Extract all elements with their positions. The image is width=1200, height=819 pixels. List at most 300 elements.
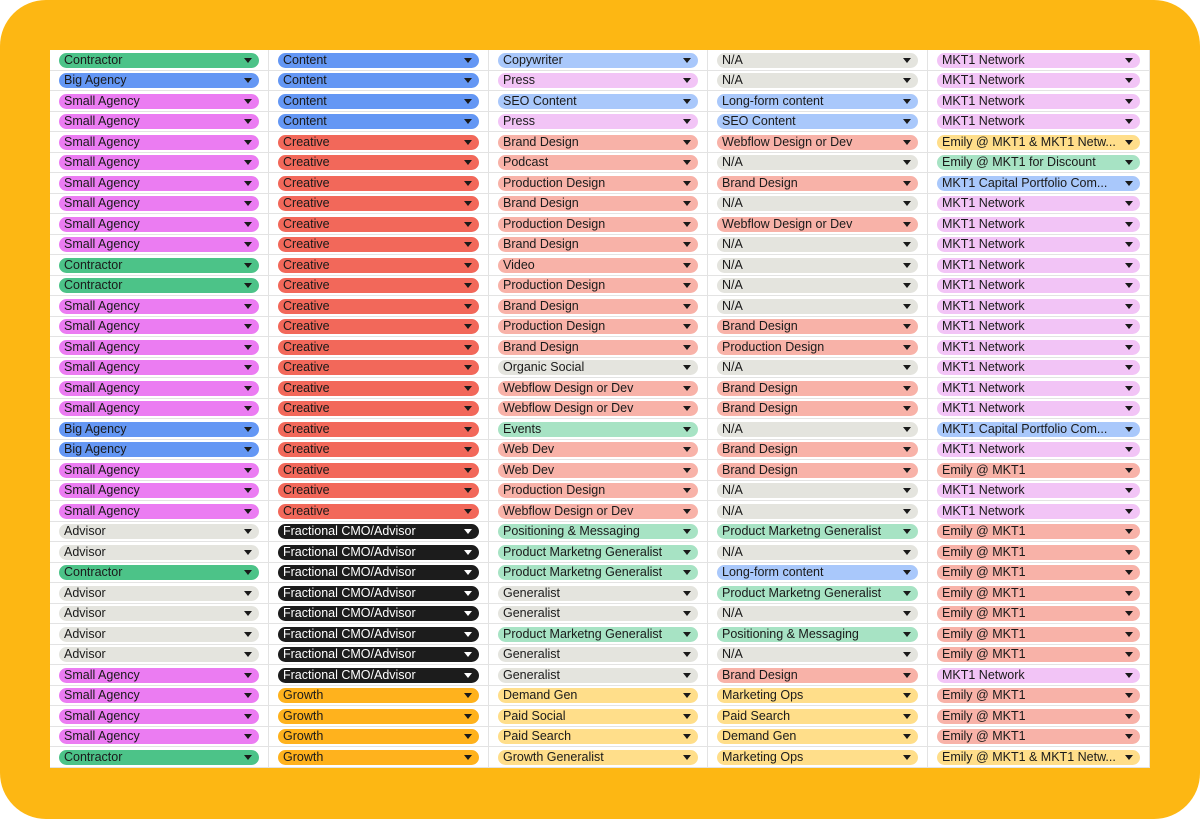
dropdown-caret-icon[interactable] — [244, 755, 252, 760]
dropdown-caret-icon[interactable] — [464, 693, 472, 698]
secondary-skill-select-tag[interactable] — [717, 196, 918, 211]
cell-category[interactable] — [269, 419, 489, 440]
category-select-tag[interactable] — [278, 381, 479, 396]
dropdown-caret-icon[interactable] — [903, 263, 911, 268]
cell-primary-skill[interactable] — [489, 686, 708, 707]
dropdown-caret-icon[interactable] — [903, 304, 911, 309]
source-select-tag[interactable] — [937, 196, 1140, 211]
source-select-tag[interactable] — [937, 627, 1140, 642]
secondary-skill-select-tag[interactable] — [717, 422, 918, 437]
primary-skill-select-tag[interactable] — [498, 53, 698, 68]
primary-skill-select-tag[interactable] — [498, 237, 698, 252]
cell-vendor-type[interactable] — [50, 604, 269, 625]
dropdown-caret-icon[interactable] — [244, 427, 252, 432]
cell-source[interactable] — [928, 235, 1150, 256]
vendor-type-select-tag[interactable] — [59, 340, 259, 355]
dropdown-caret-icon[interactable] — [464, 591, 472, 596]
dropdown-caret-icon[interactable] — [903, 160, 911, 165]
dropdown-caret-icon[interactable] — [683, 119, 691, 124]
source-select-tag[interactable] — [937, 586, 1140, 601]
dropdown-caret-icon[interactable] — [464, 119, 472, 124]
cell-source[interactable] — [928, 317, 1150, 338]
dropdown-caret-icon[interactable] — [1125, 529, 1133, 534]
dropdown-caret-icon[interactable] — [1125, 714, 1133, 719]
dropdown-caret-icon[interactable] — [464, 611, 472, 616]
cell-vendor-type[interactable] — [50, 255, 269, 276]
cell-category[interactable] — [269, 542, 489, 563]
dropdown-caret-icon[interactable] — [244, 78, 252, 83]
vendor-type-select-tag[interactable] — [59, 750, 259, 765]
dropdown-caret-icon[interactable] — [903, 283, 911, 288]
secondary-skill-select-tag[interactable] — [717, 217, 918, 232]
cell-primary-skill[interactable] — [489, 276, 708, 297]
primary-skill-select-tag[interactable] — [498, 750, 698, 765]
cell-source[interactable] — [928, 378, 1150, 399]
cell-category[interactable] — [269, 71, 489, 92]
cell-primary-skill[interactable] — [489, 255, 708, 276]
dropdown-caret-icon[interactable] — [683, 78, 691, 83]
cell-source[interactable] — [928, 91, 1150, 112]
category-select-tag[interactable] — [278, 627, 479, 642]
dropdown-caret-icon[interactable] — [1125, 734, 1133, 739]
cell-primary-skill[interactable] — [489, 91, 708, 112]
dropdown-caret-icon[interactable] — [903, 78, 911, 83]
source-select-tag[interactable] — [937, 565, 1140, 580]
category-select-tag[interactable] — [278, 750, 479, 765]
source-select-tag[interactable] — [937, 442, 1140, 457]
dropdown-caret-icon[interactable] — [244, 693, 252, 698]
dropdown-caret-icon[interactable] — [683, 488, 691, 493]
secondary-skill-select-tag[interactable] — [717, 237, 918, 252]
cell-category[interactable] — [269, 194, 489, 215]
cell-primary-skill[interactable] — [489, 522, 708, 543]
cell-source[interactable] — [928, 706, 1150, 727]
cell-category[interactable] — [269, 296, 489, 317]
cell-vendor-type[interactable] — [50, 153, 269, 174]
source-select-tag[interactable] — [937, 53, 1140, 68]
cell-primary-skill[interactable] — [489, 50, 708, 71]
primary-skill-select-tag[interactable] — [498, 299, 698, 314]
cell-source[interactable] — [928, 173, 1150, 194]
dropdown-caret-icon[interactable] — [244, 570, 252, 575]
category-select-tag[interactable] — [278, 422, 479, 437]
dropdown-caret-icon[interactable] — [903, 734, 911, 739]
dropdown-caret-icon[interactable] — [244, 488, 252, 493]
secondary-skill-select-tag[interactable] — [717, 483, 918, 498]
secondary-skill-select-tag[interactable] — [717, 73, 918, 88]
primary-skill-select-tag[interactable] — [498, 709, 698, 724]
dropdown-caret-icon[interactable] — [464, 242, 472, 247]
primary-skill-select-tag[interactable] — [498, 422, 698, 437]
category-select-tag[interactable] — [278, 463, 479, 478]
cell-secondary-skill[interactable] — [708, 481, 928, 502]
cell-vendor-type[interactable] — [50, 214, 269, 235]
cell-primary-skill[interactable] — [489, 132, 708, 153]
dropdown-caret-icon[interactable] — [244, 58, 252, 63]
cell-vendor-type[interactable] — [50, 358, 269, 379]
cell-secondary-skill[interactable] — [708, 337, 928, 358]
dropdown-caret-icon[interactable] — [903, 693, 911, 698]
vendor-type-select-tag[interactable] — [59, 401, 259, 416]
dropdown-caret-icon[interactable] — [464, 406, 472, 411]
cell-source[interactable] — [928, 214, 1150, 235]
dropdown-caret-icon[interactable] — [244, 468, 252, 473]
dropdown-caret-icon[interactable] — [683, 140, 691, 145]
cell-primary-skill[interactable] — [489, 214, 708, 235]
dropdown-caret-icon[interactable] — [683, 242, 691, 247]
category-select-tag[interactable] — [278, 114, 479, 129]
cell-primary-skill[interactable] — [489, 235, 708, 256]
cell-secondary-skill[interactable] — [708, 71, 928, 92]
dropdown-caret-icon[interactable] — [903, 509, 911, 514]
dropdown-caret-icon[interactable] — [464, 222, 472, 227]
source-select-tag[interactable] — [937, 524, 1140, 539]
primary-skill-select-tag[interactable] — [498, 217, 698, 232]
dropdown-caret-icon[interactable] — [464, 427, 472, 432]
dropdown-caret-icon[interactable] — [1125, 58, 1133, 63]
dropdown-caret-icon[interactable] — [683, 99, 691, 104]
category-select-tag[interactable] — [278, 483, 479, 498]
cell-category[interactable] — [269, 481, 489, 502]
cell-secondary-skill[interactable] — [708, 112, 928, 133]
source-select-tag[interactable] — [937, 709, 1140, 724]
category-select-tag[interactable] — [278, 688, 479, 703]
cell-category[interactable] — [269, 276, 489, 297]
primary-skill-select-tag[interactable] — [498, 340, 698, 355]
dropdown-caret-icon[interactable] — [244, 119, 252, 124]
category-select-tag[interactable] — [278, 524, 479, 539]
cell-vendor-type[interactable] — [50, 71, 269, 92]
dropdown-caret-icon[interactable] — [683, 181, 691, 186]
cell-source[interactable] — [928, 71, 1150, 92]
cell-vendor-type[interactable] — [50, 522, 269, 543]
cell-source[interactable] — [928, 583, 1150, 604]
primary-skill-select-tag[interactable] — [498, 401, 698, 416]
cell-primary-skill[interactable] — [489, 358, 708, 379]
source-select-tag[interactable] — [937, 668, 1140, 683]
dropdown-caret-icon[interactable] — [903, 611, 911, 616]
category-select-tag[interactable] — [278, 360, 479, 375]
primary-skill-select-tag[interactable] — [498, 258, 698, 273]
primary-skill-select-tag[interactable] — [498, 360, 698, 375]
category-select-tag[interactable] — [278, 299, 479, 314]
dropdown-caret-icon[interactable] — [683, 345, 691, 350]
category-select-tag[interactable] — [278, 73, 479, 88]
dropdown-caret-icon[interactable] — [1125, 447, 1133, 452]
dropdown-caret-icon[interactable] — [1125, 304, 1133, 309]
cell-source[interactable] — [928, 460, 1150, 481]
cell-vendor-type[interactable] — [50, 460, 269, 481]
dropdown-caret-icon[interactable] — [244, 345, 252, 350]
dropdown-caret-icon[interactable] — [903, 570, 911, 575]
dropdown-caret-icon[interactable] — [464, 652, 472, 657]
cell-secondary-skill[interactable] — [708, 747, 928, 768]
dropdown-caret-icon[interactable] — [903, 468, 911, 473]
dropdown-caret-icon[interactable] — [683, 652, 691, 657]
dropdown-caret-icon[interactable] — [903, 119, 911, 124]
cell-vendor-type[interactable] — [50, 624, 269, 645]
cell-category[interactable] — [269, 460, 489, 481]
source-select-tag[interactable] — [937, 319, 1140, 334]
cell-vendor-type[interactable] — [50, 276, 269, 297]
cell-category[interactable] — [269, 604, 489, 625]
secondary-skill-select-tag[interactable] — [717, 360, 918, 375]
source-select-tag[interactable] — [937, 73, 1140, 88]
dropdown-caret-icon[interactable] — [903, 673, 911, 678]
dropdown-caret-icon[interactable] — [683, 365, 691, 370]
dropdown-caret-icon[interactable] — [464, 468, 472, 473]
secondary-skill-select-tag[interactable] — [717, 545, 918, 560]
source-select-tag[interactable] — [937, 422, 1140, 437]
primary-skill-select-tag[interactable] — [498, 114, 698, 129]
vendor-type-select-tag[interactable] — [59, 196, 259, 211]
dropdown-caret-icon[interactable] — [683, 406, 691, 411]
cell-source[interactable] — [928, 132, 1150, 153]
cell-vendor-type[interactable] — [50, 378, 269, 399]
category-select-tag[interactable] — [278, 217, 479, 232]
dropdown-caret-icon[interactable] — [903, 447, 911, 452]
dropdown-caret-icon[interactable] — [903, 324, 911, 329]
dropdown-caret-icon[interactable] — [464, 632, 472, 637]
cell-category[interactable] — [269, 153, 489, 174]
primary-skill-select-tag[interactable] — [498, 647, 698, 662]
primary-skill-select-tag[interactable] — [498, 627, 698, 642]
category-select-tag[interactable] — [278, 647, 479, 662]
cell-source[interactable] — [928, 686, 1150, 707]
dropdown-caret-icon[interactable] — [683, 447, 691, 452]
dropdown-caret-icon[interactable] — [1125, 406, 1133, 411]
vendor-type-select-tag[interactable] — [59, 176, 259, 191]
secondary-skill-select-tag[interactable] — [717, 319, 918, 334]
dropdown-caret-icon[interactable] — [1125, 611, 1133, 616]
cell-primary-skill[interactable] — [489, 317, 708, 338]
dropdown-caret-icon[interactable] — [683, 468, 691, 473]
vendor-type-select-tag[interactable] — [59, 278, 259, 293]
source-select-tag[interactable] — [937, 135, 1140, 150]
category-select-tag[interactable] — [278, 442, 479, 457]
dropdown-caret-icon[interactable] — [683, 529, 691, 534]
cell-vendor-type[interactable] — [50, 665, 269, 686]
primary-skill-select-tag[interactable] — [498, 606, 698, 621]
cell-secondary-skill[interactable] — [708, 604, 928, 625]
cell-vendor-type[interactable] — [50, 706, 269, 727]
dropdown-caret-icon[interactable] — [464, 714, 472, 719]
dropdown-caret-icon[interactable] — [903, 427, 911, 432]
secondary-skill-select-tag[interactable] — [717, 94, 918, 109]
vendor-type-select-tag[interactable] — [59, 647, 259, 662]
cell-source[interactable] — [928, 624, 1150, 645]
cell-primary-skill[interactable] — [489, 378, 708, 399]
vendor-type-select-tag[interactable] — [59, 360, 259, 375]
dropdown-caret-icon[interactable] — [1125, 242, 1133, 247]
dropdown-caret-icon[interactable] — [903, 386, 911, 391]
vendor-type-select-tag[interactable] — [59, 237, 259, 252]
secondary-skill-select-tag[interactable] — [717, 258, 918, 273]
cell-source[interactable] — [928, 747, 1150, 768]
dropdown-caret-icon[interactable] — [1125, 263, 1133, 268]
dropdown-caret-icon[interactable] — [903, 652, 911, 657]
primary-skill-select-tag[interactable] — [498, 545, 698, 560]
cell-category[interactable] — [269, 132, 489, 153]
dropdown-caret-icon[interactable] — [464, 529, 472, 534]
secondary-skill-select-tag[interactable] — [717, 688, 918, 703]
cell-source[interactable] — [928, 50, 1150, 71]
primary-skill-select-tag[interactable] — [498, 483, 698, 498]
cell-secondary-skill[interactable] — [708, 727, 928, 748]
cell-category[interactable] — [269, 727, 489, 748]
cell-vendor-type[interactable] — [50, 235, 269, 256]
dropdown-caret-icon[interactable] — [464, 673, 472, 678]
cell-source[interactable] — [928, 153, 1150, 174]
cell-primary-skill[interactable] — [489, 665, 708, 686]
cell-category[interactable] — [269, 173, 489, 194]
dropdown-caret-icon[interactable] — [683, 386, 691, 391]
category-select-tag[interactable] — [278, 196, 479, 211]
dropdown-caret-icon[interactable] — [903, 591, 911, 596]
vendor-type-select-tag[interactable] — [59, 319, 259, 334]
dropdown-caret-icon[interactable] — [244, 673, 252, 678]
cell-primary-skill[interactable] — [489, 194, 708, 215]
dropdown-caret-icon[interactable] — [244, 201, 252, 206]
dropdown-caret-icon[interactable] — [464, 78, 472, 83]
dropdown-caret-icon[interactable] — [1125, 345, 1133, 350]
source-select-tag[interactable] — [937, 360, 1140, 375]
cell-source[interactable] — [928, 665, 1150, 686]
dropdown-caret-icon[interactable] — [244, 160, 252, 165]
category-select-tag[interactable] — [278, 319, 479, 334]
dropdown-caret-icon[interactable] — [903, 222, 911, 227]
dropdown-caret-icon[interactable] — [683, 283, 691, 288]
secondary-skill-select-tag[interactable] — [717, 627, 918, 642]
cell-source[interactable] — [928, 358, 1150, 379]
dropdown-caret-icon[interactable] — [244, 222, 252, 227]
dropdown-caret-icon[interactable] — [903, 488, 911, 493]
dropdown-caret-icon[interactable] — [464, 386, 472, 391]
dropdown-caret-icon[interactable] — [244, 550, 252, 555]
category-select-tag[interactable] — [278, 504, 479, 519]
dropdown-caret-icon[interactable] — [464, 345, 472, 350]
dropdown-caret-icon[interactable] — [244, 447, 252, 452]
dropdown-caret-icon[interactable] — [903, 181, 911, 186]
cell-vendor-type[interactable] — [50, 419, 269, 440]
cell-category[interactable] — [269, 665, 489, 686]
secondary-skill-select-tag[interactable] — [717, 647, 918, 662]
cell-source[interactable] — [928, 563, 1150, 584]
vendor-type-select-tag[interactable] — [59, 627, 259, 642]
source-select-tag[interactable] — [937, 278, 1140, 293]
cell-vendor-type[interactable] — [50, 583, 269, 604]
dropdown-caret-icon[interactable] — [244, 386, 252, 391]
vendor-type-select-tag[interactable] — [59, 483, 259, 498]
dropdown-caret-icon[interactable] — [683, 673, 691, 678]
category-select-tag[interactable] — [278, 729, 479, 744]
cell-vendor-type[interactable] — [50, 727, 269, 748]
vendor-type-select-tag[interactable] — [59, 442, 259, 457]
cell-secondary-skill[interactable] — [708, 378, 928, 399]
cell-source[interactable] — [928, 542, 1150, 563]
dropdown-caret-icon[interactable] — [1125, 632, 1133, 637]
dropdown-caret-icon[interactable] — [1125, 427, 1133, 432]
vendor-type-select-tag[interactable] — [59, 73, 259, 88]
source-select-tag[interactable] — [937, 688, 1140, 703]
secondary-skill-select-tag[interactable] — [717, 135, 918, 150]
cell-primary-skill[interactable] — [489, 501, 708, 522]
source-select-tag[interactable] — [937, 114, 1140, 129]
cell-primary-skill[interactable] — [489, 747, 708, 768]
primary-skill-select-tag[interactable] — [498, 278, 698, 293]
dropdown-caret-icon[interactable] — [683, 263, 691, 268]
source-select-tag[interactable] — [937, 176, 1140, 191]
cell-vendor-type[interactable] — [50, 317, 269, 338]
dropdown-caret-icon[interactable] — [903, 714, 911, 719]
cell-category[interactable] — [269, 378, 489, 399]
dropdown-caret-icon[interactable] — [1125, 591, 1133, 596]
dropdown-caret-icon[interactable] — [683, 304, 691, 309]
cell-primary-skill[interactable] — [489, 399, 708, 420]
vendor-type-select-tag[interactable] — [59, 688, 259, 703]
vendor-type-select-tag[interactable] — [59, 155, 259, 170]
dropdown-caret-icon[interactable] — [464, 509, 472, 514]
cell-category[interactable] — [269, 337, 489, 358]
primary-skill-select-tag[interactable] — [498, 504, 698, 519]
dropdown-caret-icon[interactable] — [903, 406, 911, 411]
source-select-tag[interactable] — [937, 750, 1140, 765]
dropdown-caret-icon[interactable] — [903, 755, 911, 760]
dropdown-caret-icon[interactable] — [683, 632, 691, 637]
cell-category[interactable] — [269, 317, 489, 338]
dropdown-caret-icon[interactable] — [1125, 652, 1133, 657]
vendor-type-select-tag[interactable] — [59, 586, 259, 601]
vendor-type-select-tag[interactable] — [59, 94, 259, 109]
dropdown-caret-icon[interactable] — [1125, 160, 1133, 165]
dropdown-caret-icon[interactable] — [244, 181, 252, 186]
secondary-skill-select-tag[interactable] — [717, 606, 918, 621]
cell-source[interactable] — [928, 276, 1150, 297]
cell-category[interactable] — [269, 563, 489, 584]
source-select-tag[interactable] — [937, 155, 1140, 170]
cell-category[interactable] — [269, 583, 489, 604]
cell-primary-skill[interactable] — [489, 563, 708, 584]
dropdown-caret-icon[interactable] — [464, 201, 472, 206]
dropdown-caret-icon[interactable] — [244, 365, 252, 370]
primary-skill-select-tag[interactable] — [498, 381, 698, 396]
vendor-type-select-tag[interactable] — [59, 135, 259, 150]
dropdown-caret-icon[interactable] — [1125, 468, 1133, 473]
dropdown-caret-icon[interactable] — [1125, 570, 1133, 575]
dropdown-caret-icon[interactable] — [683, 611, 691, 616]
cell-source[interactable] — [928, 296, 1150, 317]
secondary-skill-select-tag[interactable] — [717, 442, 918, 457]
cell-primary-skill[interactable] — [489, 727, 708, 748]
cell-category[interactable] — [269, 706, 489, 727]
vendor-type-select-tag[interactable] — [59, 524, 259, 539]
cell-vendor-type[interactable] — [50, 645, 269, 666]
cell-vendor-type[interactable] — [50, 173, 269, 194]
cell-category[interactable] — [269, 112, 489, 133]
category-select-tag[interactable] — [278, 53, 479, 68]
dropdown-caret-icon[interactable] — [244, 632, 252, 637]
dropdown-caret-icon[interactable] — [683, 58, 691, 63]
primary-skill-select-tag[interactable] — [498, 565, 698, 580]
cell-vendor-type[interactable] — [50, 296, 269, 317]
dropdown-caret-icon[interactable] — [464, 488, 472, 493]
dropdown-caret-icon[interactable] — [464, 447, 472, 452]
cell-source[interactable] — [928, 727, 1150, 748]
secondary-skill-select-tag[interactable] — [717, 299, 918, 314]
cell-primary-skill[interactable] — [489, 645, 708, 666]
vendor-type-select-tag[interactable] — [59, 709, 259, 724]
cell-secondary-skill[interactable] — [708, 194, 928, 215]
